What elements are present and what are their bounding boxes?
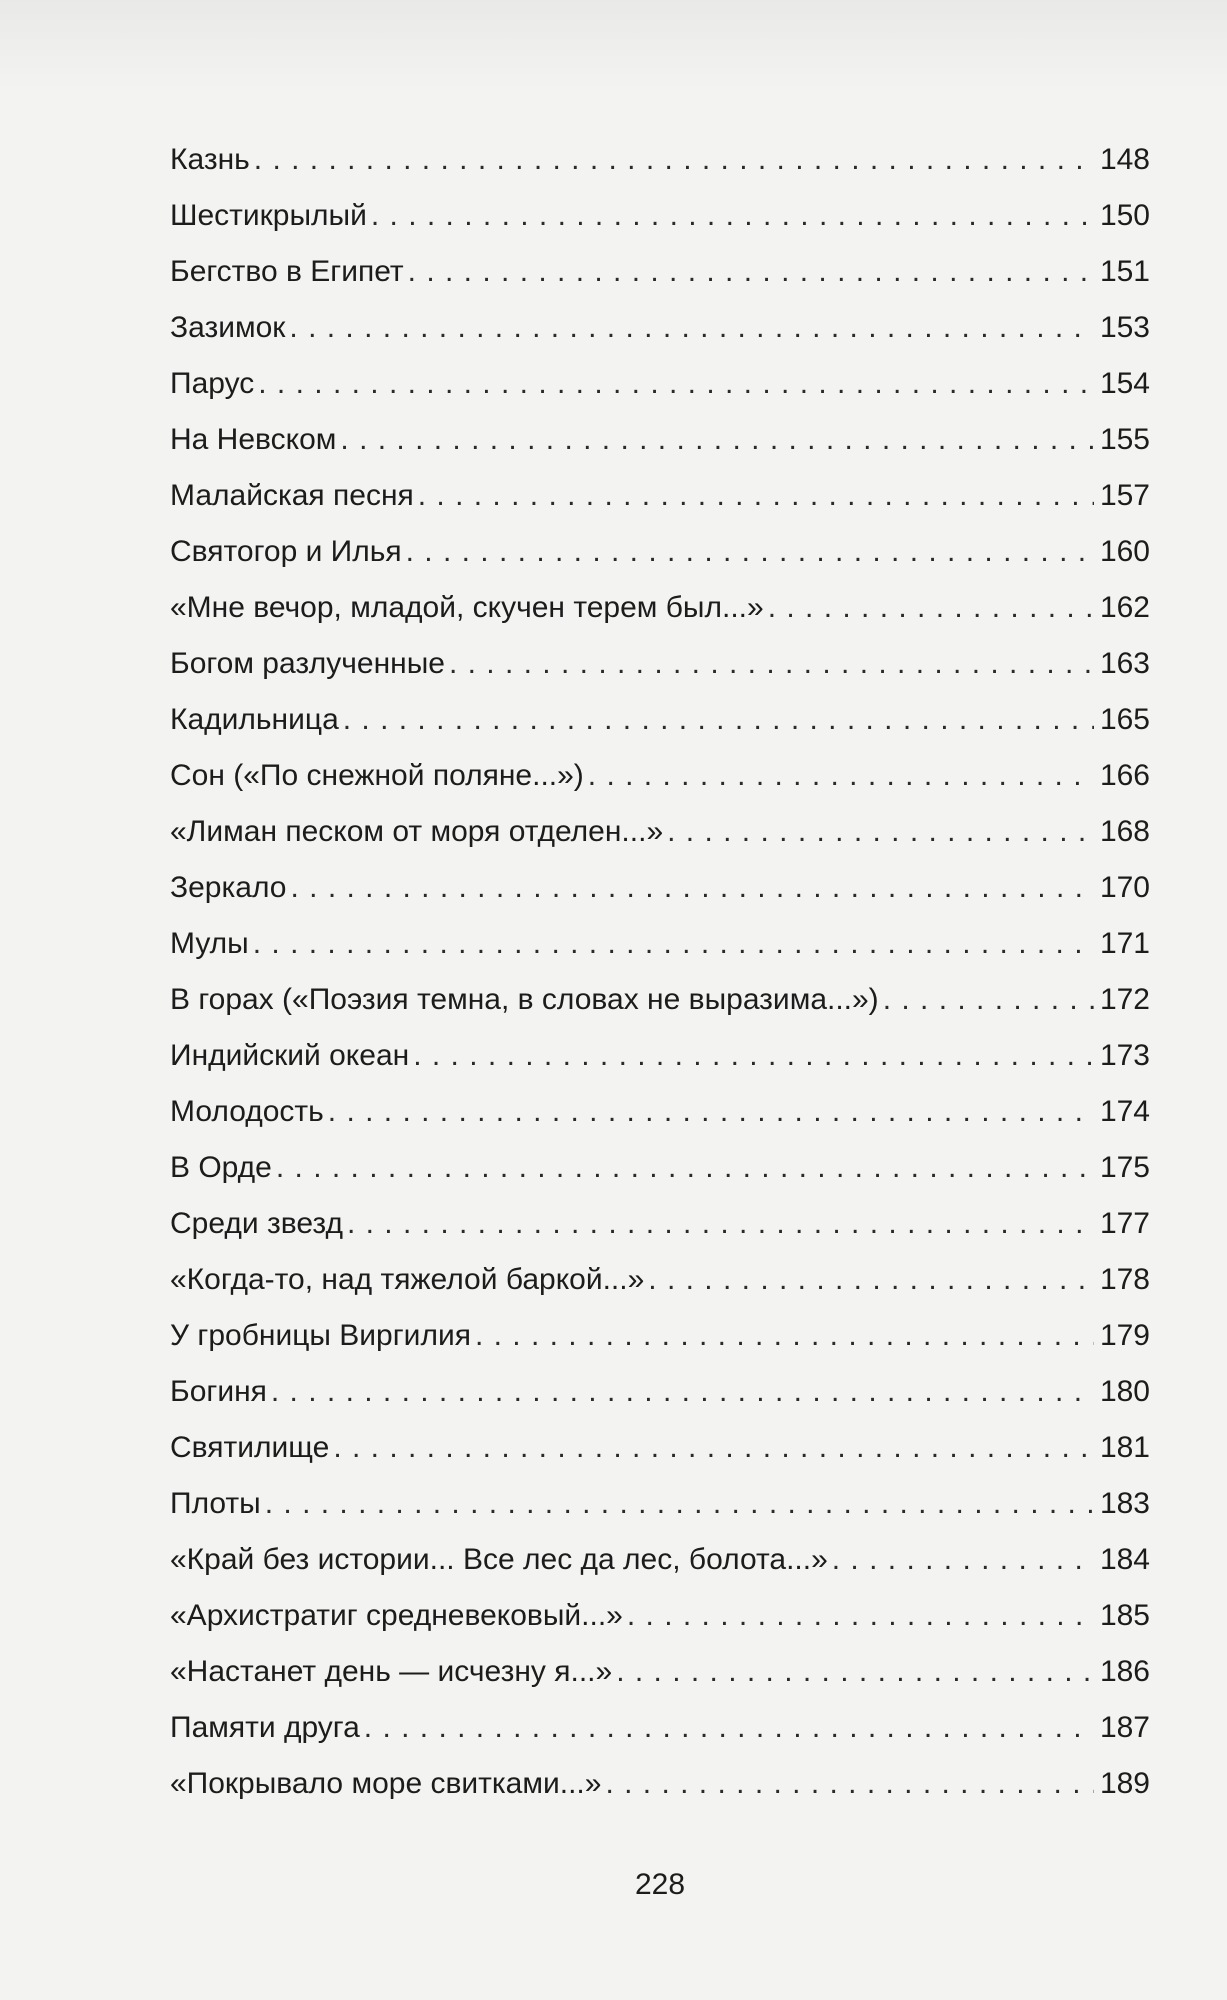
- dot-leader: [648, 1252, 1094, 1308]
- toc-entry-title: «Край без истории... Все лес да лес, болота...»: [170, 1543, 828, 1576]
- toc-entry-page: 177: [1099, 1207, 1150, 1240]
- dot-leader: [371, 188, 1094, 244]
- toc-entry: [170, 916, 1150, 972]
- dot-leader: [413, 1028, 1094, 1084]
- toc-entry-page: 181: [1099, 1431, 1150, 1464]
- toc-entry: [170, 1476, 1150, 1532]
- toc-entry-title: Малайская песня: [170, 479, 414, 512]
- dot-leader: [254, 132, 1094, 188]
- toc-entry: [170, 300, 1150, 356]
- toc-entry-page: 157: [1099, 479, 1150, 512]
- toc-entry-page: 150: [1099, 199, 1150, 232]
- toc-entry-title: Богом разлученные: [170, 647, 445, 680]
- toc-entry-title: У гробницы Виргилия: [170, 1319, 471, 1352]
- toc-entry-title: В Орде: [170, 1151, 272, 1184]
- toc-entry-page: 187: [1099, 1711, 1150, 1744]
- toc-entry: [170, 1420, 1150, 1476]
- toc-entry: [170, 1028, 1150, 1084]
- toc-entry-title: Святилище: [170, 1431, 330, 1464]
- toc-entry: [170, 412, 1150, 468]
- table-of-contents: [170, 132, 1150, 1812]
- toc-entry: [170, 1700, 1150, 1756]
- toc-entry: [170, 1644, 1150, 1700]
- toc-entry-title: Зазимок: [170, 311, 286, 344]
- toc-entry-page: 189: [1099, 1767, 1150, 1800]
- toc-entry-title: Кадильница: [170, 703, 339, 736]
- dot-leader: [475, 1308, 1094, 1364]
- toc-entry: [170, 188, 1150, 244]
- toc-entry: [170, 244, 1150, 300]
- dot-leader: [347, 1196, 1094, 1252]
- toc-entry-title: Бегство в Египет: [170, 255, 404, 288]
- dot-leader: [418, 468, 1094, 524]
- toc-entry-title: Молодость: [170, 1095, 324, 1128]
- toc-entry-title: Зеркало: [170, 871, 287, 904]
- dot-leader: [364, 1700, 1094, 1756]
- page-number: 228: [634, 1868, 686, 1901]
- toc-entry: [170, 636, 1150, 692]
- toc-entry: [170, 468, 1150, 524]
- dot-leader: [449, 636, 1094, 692]
- dot-leader: [627, 1588, 1094, 1644]
- toc-entry: [170, 1084, 1150, 1140]
- dot-leader: [328, 1084, 1094, 1140]
- toc-entry-page: 184: [1099, 1543, 1150, 1576]
- toc-entry-page: 170: [1099, 871, 1150, 904]
- toc-entry-page: 185: [1099, 1599, 1150, 1632]
- toc-entry: [170, 356, 1150, 412]
- toc-entry-title: Мулы: [170, 927, 249, 960]
- toc-entry-title: «Лиман песком от моря отделен...»: [170, 815, 664, 848]
- dot-leader: [265, 1476, 1094, 1532]
- toc-entry: [170, 1364, 1150, 1420]
- toc-entry-page: 168: [1099, 815, 1150, 848]
- toc-entry-page: 163: [1099, 647, 1150, 680]
- toc-entry-page: 178: [1099, 1263, 1150, 1296]
- dot-leader: [340, 412, 1094, 468]
- toc-entry: [170, 1140, 1150, 1196]
- dot-leader: [768, 580, 1094, 636]
- toc-entry-title: Казнь: [170, 143, 250, 176]
- toc-entry-title: «Архистратиг средневековый...»: [170, 1599, 623, 1632]
- dot-leader: [276, 1140, 1094, 1196]
- dot-leader: [408, 244, 1094, 300]
- toc-entry: [170, 692, 1150, 748]
- dot-leader: [258, 356, 1094, 412]
- toc-entry-page: 175: [1099, 1151, 1150, 1184]
- dot-leader: [616, 1644, 1094, 1700]
- toc-entry-page: 165: [1099, 703, 1150, 736]
- toc-entry-page: 183: [1099, 1487, 1150, 1520]
- toc-entry-title: Святогор и Илья: [170, 535, 402, 568]
- dot-leader: [253, 916, 1094, 972]
- toc-entry-title: Шестикрылый: [170, 199, 367, 232]
- toc-entry-title: Сон («По снежной поляне...»): [170, 759, 584, 792]
- page-top-shadow: [0, 0, 1227, 90]
- dot-leader: [406, 524, 1094, 580]
- toc-entry-page: 160: [1099, 535, 1150, 568]
- dot-leader: [832, 1532, 1094, 1588]
- toc-entry: [170, 748, 1150, 804]
- toc-entry: [170, 1308, 1150, 1364]
- toc-entry: [170, 1532, 1150, 1588]
- toc-entry-page: 171: [1099, 927, 1150, 960]
- dot-leader: [289, 300, 1094, 356]
- toc-entry-title: «Мне вечор, младой, скучен терем был...»: [170, 591, 764, 624]
- toc-entry: [170, 1252, 1150, 1308]
- toc-entry: [170, 972, 1150, 1028]
- dot-leader: [588, 748, 1094, 804]
- dot-leader: [333, 1420, 1094, 1476]
- toc-entry: [170, 804, 1150, 860]
- dot-leader: [290, 860, 1094, 916]
- toc-entry-title: Парус: [170, 367, 255, 400]
- toc-entry-page: 151: [1099, 255, 1150, 288]
- toc-entry-title: В горах («Поэзия темна, в словах не выразима...»): [170, 983, 879, 1016]
- toc-entry: [170, 132, 1150, 188]
- toc-entry-page: 162: [1099, 591, 1150, 624]
- toc-entry-page: 179: [1099, 1319, 1150, 1352]
- toc-entry-title: Плоты: [170, 1487, 261, 1520]
- toc-entry-page: 154: [1099, 367, 1150, 400]
- toc-entry-title: Среди звезд: [170, 1207, 343, 1240]
- toc-entry-title: Памяти друга: [170, 1711, 360, 1744]
- toc-entry: [170, 1588, 1150, 1644]
- toc-entry-title: «Настанет день — исчезну я...»: [170, 1655, 613, 1688]
- dot-leader: [883, 972, 1094, 1028]
- dot-leader: [271, 1364, 1094, 1420]
- toc-entry-page: 153: [1099, 311, 1150, 344]
- dot-leader: [667, 804, 1094, 860]
- toc-entry-title: На Невском: [170, 423, 337, 456]
- toc-entry-title: «Когда-то, над тяжелой баркой...»: [170, 1263, 645, 1296]
- toc-entry: [170, 860, 1150, 916]
- toc-entry-page: 155: [1099, 423, 1150, 456]
- dot-leader: [343, 692, 1094, 748]
- toc-entry-page: 180: [1099, 1375, 1150, 1408]
- toc-entry: [170, 524, 1150, 580]
- toc-entry: [170, 580, 1150, 636]
- toc-entry-page: 166: [1099, 759, 1150, 792]
- toc-entry: [170, 1196, 1150, 1252]
- toc-entry-page: 148: [1099, 143, 1150, 176]
- toc-entry-page: 172: [1099, 983, 1150, 1016]
- toc-entry-title: «Покрывало море свитками...»: [170, 1767, 602, 1800]
- toc-entry: [170, 1756, 1150, 1812]
- toc-entry-title: Богиня: [170, 1375, 267, 1408]
- toc-entry-title: Индийский океан: [170, 1039, 410, 1072]
- dot-leader: [605, 1756, 1094, 1812]
- toc-entry-page: 173: [1099, 1039, 1150, 1072]
- toc-entry-page: 186: [1099, 1655, 1150, 1688]
- toc-entry-page: 174: [1099, 1095, 1150, 1128]
